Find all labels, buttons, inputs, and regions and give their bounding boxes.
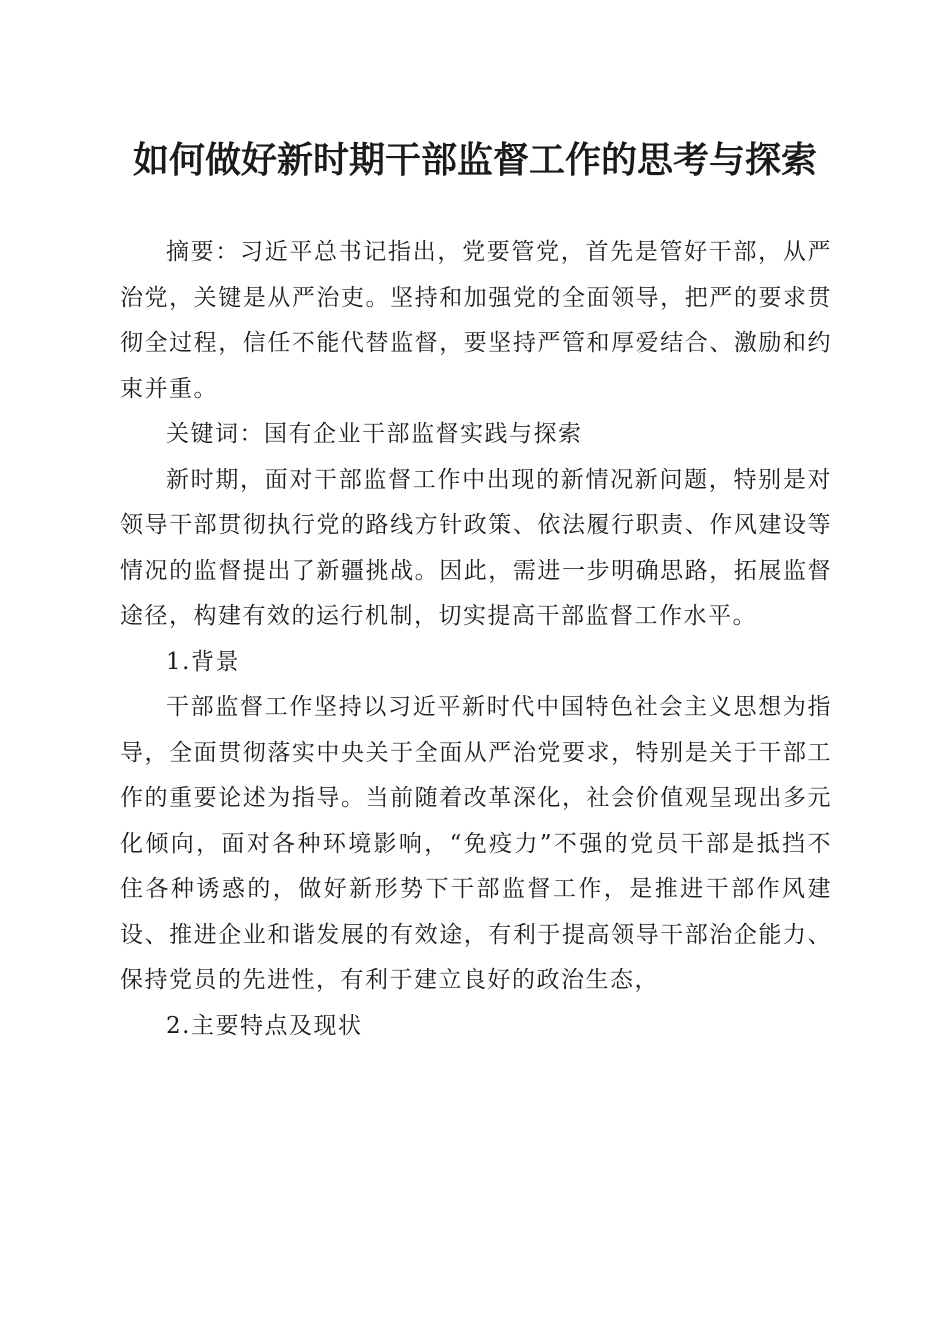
document-title: 如何做好新时期干部监督工作的思考与探索 [132,139,817,181]
keywords-paragraph: 关键词：国有企业干部监督实践与探索 [166,421,583,447]
intro-paragraph: 新时期，面对干部监督工作中出现的新情况新问题，特别是对领导干部贯彻执行党的路线方针政策、依法履行职责、作风建设等情况的监督提出了新疆挑战。因此，需进一步明确思路，拓展监督途径，构建有效的运行机制，切实提高干部监督工作水平。 [120,466,832,629]
section-heading-features: 2.主要特点及现状 [166,1012,363,1039]
abstract-paragraph: 摘要：习近平总书记指出，党要管党，首先是管好干部，从严治党，关键是从严治吏。坚持和加强党的全面领导，把严的要求贯彻全过程，信任不能代替监督，要坚持严管和厚爱结合、激励和约束并重。 [120,239,832,402]
background-paragraph: 干部监督工作坚持以习近平新时代中国特色社会主义思想为指导，全面贯彻落实中央关于全面从严治党要求，特别是关于干部工作的重要论述为指导。当前随着改革深化，社会价值观呈现出多元化倾向，面对各种环境影响，“免疫力”不强的党员干部是抵挡不住各种诱惑的，做好新形势下干部监督工作，是推进干部作风建设、推进企业和谐发展的有效途，有利于提高领导干部治企能力、保持党员的先进性，有利于建立良好的政治生态， [120,694,832,993]
section-heading-background: 1.背景 [166,648,240,675]
document-body [120,230,832,1049]
